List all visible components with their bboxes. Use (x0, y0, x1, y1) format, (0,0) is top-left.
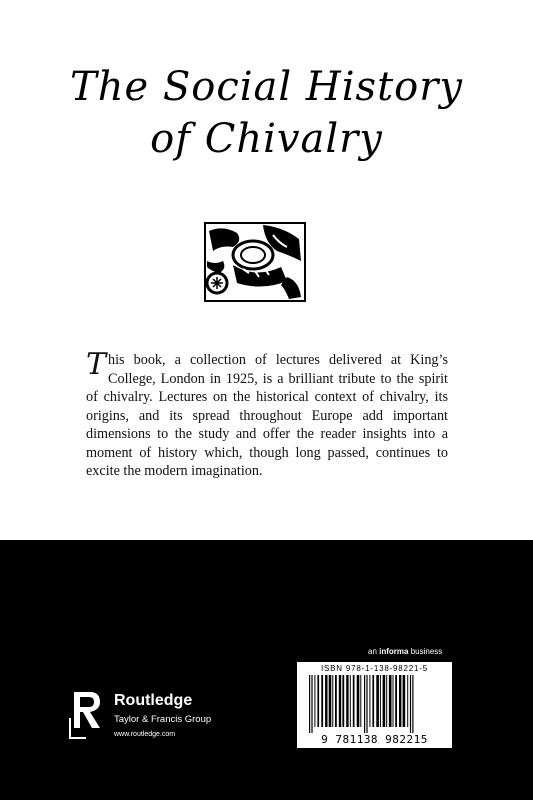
book-title-line-1: The Social History (70, 64, 463, 110)
knight-helmet-woodcut-icon (203, 221, 307, 303)
routledge-r-logo-icon (68, 688, 106, 740)
informa-suffix: business (408, 647, 443, 656)
publisher-band (0, 540, 533, 800)
blurb-text: his book, a collection of lectures delivered at King’s College, London in 1925, is a brilliant tribute to the spirit of chivalry. Lectures on the historical context of chivalry, its origins, and its spread throughout Europe add important dimensions to the study and offer the reader insights into a moment of history which, though long passed, continues to excite the modern imagination. (86, 352, 448, 479)
isbn-label: ISBN 978-1-138-98221-5 (321, 664, 428, 673)
book-title-line-2: of Chivalry (150, 116, 383, 162)
blurb-paragraph (86, 347, 448, 481)
blurb-dropcap: T (86, 347, 107, 382)
publisher-group: Taylor & Francis Group (114, 714, 212, 725)
informa-prefix: an (368, 647, 380, 656)
barcode-area (297, 662, 452, 748)
informa-tagline (368, 647, 442, 656)
barcode-icon (307, 675, 443, 733)
publisher-name: Routledge (114, 692, 193, 709)
publisher-url: www.routledge.com (114, 731, 176, 738)
informa-brand: informa (379, 647, 409, 656)
isbn-digits: 9 781138 982215 (321, 733, 428, 746)
